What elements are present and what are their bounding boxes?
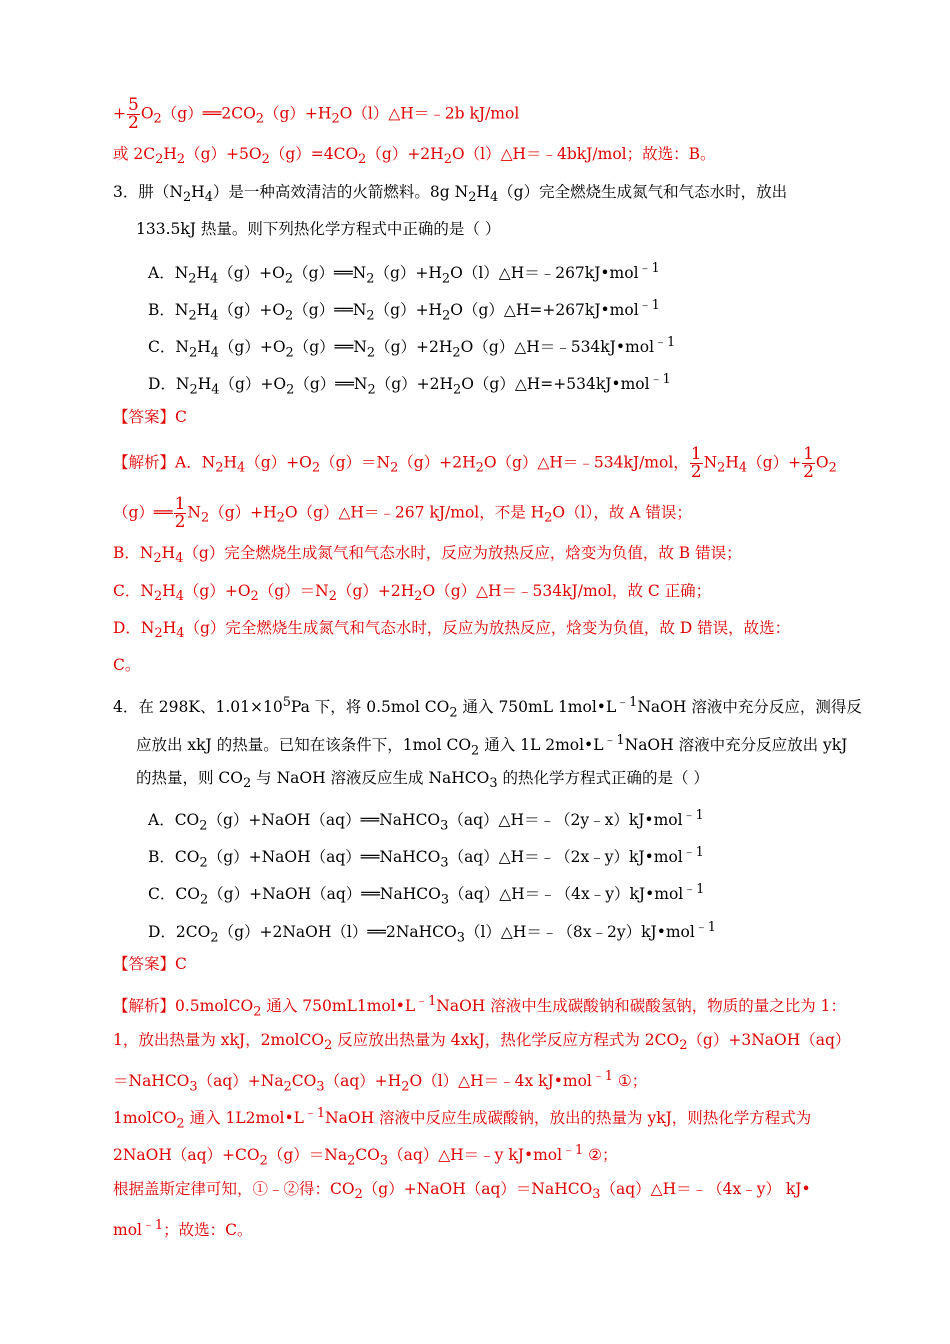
subscript: 4: [176, 626, 185, 642]
superscript: ﹣1: [562, 1143, 584, 1158]
text-run: 【解析】0.5molCO: [113, 997, 254, 1016]
text-run: O（g）△H＝﹣534kJ/mol，: [483, 453, 689, 472]
text-run: H: [197, 375, 212, 394]
text-run: O（g）△H=+267kJ•mol: [450, 301, 639, 320]
text-run: （g）+O: [218, 338, 286, 357]
subscript: 4: [489, 190, 499, 206]
superscript: ﹣1: [682, 845, 704, 860]
text-run: O（l）△H＝﹣267kJ•mol: [450, 264, 639, 283]
subscript: 2: [210, 930, 219, 946]
text-run: 根据盖斯定律可知，①﹣②得：CO: [113, 1180, 355, 1198]
solution-conclusion-line: [113, 143, 716, 171]
subscript: 4: [175, 589, 184, 605]
subscript: 2: [717, 460, 726, 476]
superscript: ﹣1: [415, 994, 437, 1009]
subscript: 2: [390, 460, 399, 476]
question-3-analysis-line-4: [113, 580, 711, 608]
text-run: 的热化学方程式正确的是（ ）: [497, 769, 709, 787]
text-run: （g）══N: [293, 264, 367, 283]
superscript: ﹣1: [303, 1106, 326, 1121]
text-run: （aq）△H＝﹣（4x﹣y） kJ•: [600, 1180, 811, 1198]
subscript: 2: [414, 589, 423, 605]
subscript: 4: [210, 271, 219, 287]
text-run: H: [163, 145, 177, 163]
subscript: 2: [468, 190, 477, 206]
subscript: 2: [188, 271, 197, 287]
text-run: （l）△H＝﹣（8x﹣2y）kJ•mol: [464, 923, 695, 942]
question-4-option-c: [148, 879, 704, 911]
text-run: O（g）△H＝﹣534kJ/mol，故 C 正确；: [422, 582, 712, 600]
fraction-denominator: 2: [128, 113, 139, 133]
text-run: （g）+H: [374, 264, 442, 283]
subscript: 2: [544, 510, 553, 526]
subscript: 2: [153, 111, 162, 127]
subscript: 2: [199, 818, 208, 834]
subscript: 3: [456, 930, 465, 946]
text-run: 反应放出热量为 4xkJ，热化学反应方程式为 2CO: [332, 1031, 680, 1049]
subscript: 2: [452, 345, 461, 361]
fraction-numerator: 1: [690, 444, 702, 464]
text-run: （aq）+Na: [197, 1072, 284, 1091]
subscript: 2: [285, 308, 294, 324]
text-run: ）是一种高效清洁的火箭燃料。8g N: [212, 183, 469, 201]
subscript: 2: [324, 1038, 333, 1054]
subscript: 4: [211, 382, 220, 398]
text-run: B．CO: [148, 848, 200, 867]
question-4-option-d: [148, 917, 716, 949]
subscript: 2: [311, 460, 321, 476]
text-run: 通入 1L2mol•L: [184, 1109, 304, 1128]
subscript: 2: [366, 308, 375, 324]
text-run: （aq）△H＝﹣（4x﹣y）kJ•mol: [449, 885, 684, 904]
subscript: 2: [182, 190, 192, 206]
superscript: 5: [282, 695, 291, 710]
text-run: 4．在 298K、1.01×10: [113, 698, 283, 717]
text-run: （g）+2H: [366, 145, 444, 163]
subscript: 3: [379, 1153, 389, 1169]
text-run: 3．肼（N: [113, 183, 183, 201]
text-run: （g）完全燃烧生成氮气和气态水时，放出: [498, 183, 788, 201]
text-run: ①；: [612, 1072, 648, 1091]
text-run: C．CO: [148, 885, 200, 904]
superscript: ﹣1: [142, 1218, 164, 1233]
question-4-analysis-line-4: [113, 1103, 811, 1135]
text-run: O: [815, 453, 829, 472]
question-4-option-b: [148, 842, 704, 874]
text-run: H: [161, 544, 176, 562]
text-run: NaOH 溶液中反应生成碳酸钠，放出的热量为 ykJ，则热化学方程式为: [325, 1109, 812, 1128]
question-3-option-a: [148, 258, 660, 290]
question-3-stem-line-2: [136, 218, 500, 240]
subscript: 3: [592, 1187, 601, 1203]
text-run: O（g）△H＝﹣534kJ•mol: [460, 338, 655, 357]
text-run: （g）══N: [293, 301, 367, 320]
subscript: 2: [452, 382, 462, 398]
subscript: 2: [153, 551, 162, 567]
subscript: 2: [255, 111, 264, 127]
subscript: 2: [154, 626, 163, 642]
text-run: （g）+2H: [375, 375, 453, 394]
subscript: 2: [284, 271, 294, 287]
subscript: 2: [176, 152, 186, 168]
text-run: 【解析】A．N: [113, 453, 216, 472]
text-run: NaOH 溶液中充分反应，测得反: [637, 698, 862, 717]
subscript: 2: [449, 705, 458, 721]
superscript: ﹣1: [638, 298, 660, 313]
subscript: 2: [354, 1187, 363, 1203]
text-run: CO: [355, 1146, 380, 1165]
question-3-analysis-line-5: [113, 617, 790, 645]
fraction: [127, 97, 140, 132]
solution-equation-line: [113, 97, 519, 132]
text-run: 的热量，则 CO: [136, 769, 243, 787]
subscript: 4: [175, 551, 184, 567]
subscript: 2: [188, 345, 198, 361]
text-run: O（l）△H＝﹣4bkJ/mol；故选：B。: [451, 145, 716, 163]
text-run: mol: [113, 1221, 142, 1240]
superscript: ﹣1: [682, 808, 704, 823]
subscript: 2: [475, 460, 484, 476]
text-run: A．CO: [148, 811, 200, 830]
subscript: 3: [316, 1079, 325, 1095]
text-run: H: [476, 183, 490, 201]
subscript: 2: [250, 589, 259, 605]
text-run: H: [191, 183, 205, 201]
text-run: B．N: [148, 301, 189, 320]
superscript: ﹣1: [616, 695, 638, 710]
text-run: （g）+NaOH（aq）══NaHCO: [208, 885, 441, 904]
text-run: C。: [113, 656, 141, 674]
subscript: 2: [442, 308, 451, 324]
text-run: H: [196, 264, 211, 283]
question-3-analysis-line-6: [113, 654, 140, 676]
subscript: 2: [199, 892, 209, 908]
superscript: ﹣1: [649, 372, 671, 387]
subscript: 2: [199, 855, 208, 871]
text-run: （g）＝N: [320, 453, 391, 472]
text-run: （g）+2H: [398, 453, 476, 472]
text-run: O: [140, 104, 154, 123]
text-run: O（g）△H＝﹣267 kJ/mol，不是 H: [284, 503, 545, 522]
text-run: 或 2C: [113, 145, 156, 163]
text-run: （g）＝N: [258, 582, 329, 600]
text-run: O（l），故 A 错误；: [552, 503, 692, 522]
text-run: （g）＝Na: [267, 1146, 348, 1165]
subscript: 2: [443, 152, 452, 168]
subscript: 4: [738, 460, 748, 476]
subscript: 3: [440, 892, 450, 908]
fraction: [690, 446, 703, 481]
fraction-denominator: 2: [690, 462, 702, 482]
text-run: O（l）△H＝﹣4x kJ•mol: [409, 1072, 592, 1091]
text-run: （g）══N: [293, 338, 367, 357]
subscript: 2: [176, 1116, 185, 1132]
superscript: ﹣1: [603, 733, 625, 748]
question-3-option-d: [148, 369, 671, 401]
subscript: 2: [189, 382, 198, 398]
text-run: （g）+5O: [185, 145, 262, 163]
subscript: 2: [471, 743, 480, 759]
question-3-answer: [113, 406, 187, 428]
subscript: 4: [210, 308, 219, 324]
text-run: NaOH 溶液中生成碳酸钠和碳酸氢钠，物质的量之比为 1：: [436, 997, 847, 1016]
text-run: （aq）△H＝﹣y kJ•mol: [388, 1146, 563, 1165]
text-run: （aq）+H: [324, 1072, 402, 1091]
text-run: 1molCO: [113, 1109, 177, 1128]
subscript: 2: [366, 345, 376, 361]
subscript: 2: [155, 152, 164, 168]
text-run: NaOH 溶液中充分反应放出 ykJ: [624, 736, 848, 755]
text-run: （g）+O: [218, 301, 286, 320]
text-run: CO: [291, 1072, 317, 1091]
superscript: ﹣1: [683, 882, 705, 897]
text-run: （aq）△H＝﹣（2x﹣y）kJ•mol: [448, 848, 683, 867]
question-3-option-c: [148, 332, 675, 364]
subscript: 2: [276, 510, 285, 526]
superscript: ﹣1: [694, 920, 716, 935]
subscript: 2: [828, 460, 837, 476]
text-run: H: [725, 453, 739, 472]
text-run: （g）=4CO: [269, 145, 359, 163]
text-run: 应放出 xkJ 的热量。已知在该条件下，1mol CO: [136, 736, 472, 755]
text-run: +: [113, 104, 126, 123]
subscript: 2: [679, 1038, 688, 1054]
text-run: C．N: [113, 582, 154, 600]
question-4-analysis-line-5: [113, 1140, 618, 1172]
subscript: 4: [237, 460, 246, 476]
superscript: ﹣1: [654, 335, 676, 350]
text-run: （g）+2H: [375, 338, 453, 357]
text-run: 通入 1L 2mol•L: [479, 736, 604, 755]
text-run: N: [703, 453, 718, 472]
text-run: 133.5kJ 热量。则下列热化学方程式中正确的是（ ）: [136, 220, 501, 238]
subscript: 3: [189, 1079, 198, 1095]
text-run: 通入 750mL 1mol•L: [457, 698, 617, 717]
text-run: （g）+3NaOH（aq）: [687, 1031, 851, 1049]
text-run: （g）+O: [183, 582, 251, 600]
question-3-analysis-line-1: [113, 446, 837, 481]
text-run: H: [197, 338, 211, 357]
text-run: （g）══: [113, 503, 173, 522]
text-run: 1，放出热量为 xkJ，2molCO: [113, 1031, 325, 1049]
question-4-analysis-line-3: [113, 1066, 647, 1098]
text-run: （g）+H: [374, 301, 443, 320]
question-4-analysis-line-6: [113, 1178, 811, 1206]
text-run: （g）+2NaOH（l）══2NaHCO: [218, 923, 457, 942]
text-run: （g）══N: [294, 375, 368, 394]
subscript: 2: [286, 382, 295, 398]
fraction: [174, 496, 187, 531]
question-4-analysis-line-2: [113, 1029, 850, 1057]
text-run: （g）+NaOH（aq）＝NaHCO: [362, 1180, 593, 1198]
text-run: （g）══2CO: [161, 104, 256, 123]
text-run: （g）+O: [219, 375, 287, 394]
text-run: Pa 下，将 0.5mol CO: [290, 698, 450, 717]
subscript: 2: [200, 510, 210, 526]
subscript: 2: [188, 308, 197, 324]
question-4-analysis-line-7: [113, 1215, 253, 1241]
text-run: （g）+NaOH（aq）══NaHCO: [207, 811, 441, 830]
question-3-stem-line-1: [113, 181, 787, 209]
subscript: 3: [489, 776, 498, 792]
superscript: ﹣1: [591, 1069, 613, 1084]
text-run: H: [162, 582, 176, 600]
subscript: 2: [401, 1079, 410, 1095]
question-3-option-b: [148, 295, 660, 327]
fraction-denominator: 2: [174, 512, 186, 532]
question-4-stem-line-1: [113, 692, 862, 724]
text-run: H: [196, 301, 211, 320]
question-4-option-a: [148, 805, 704, 837]
text-run: 与 NaOH 溶液反应生成 NaHCO: [251, 769, 490, 787]
text-run: （g）+H: [209, 503, 277, 522]
text-run: O（l）△H＝﹣2b kJ/mol: [339, 104, 520, 123]
subscript: 4: [210, 345, 219, 361]
subscript: 2: [253, 1004, 262, 1020]
question-4-answer: [113, 953, 187, 975]
text-run: D．N: [148, 375, 190, 394]
fraction: [802, 446, 815, 481]
text-run: D．2CO: [148, 923, 211, 942]
subscript: 2: [328, 589, 337, 605]
text-run: （g）+: [747, 453, 802, 472]
text-run: （g）+2H: [336, 582, 415, 600]
text-run: （aq）△H＝﹣（2y﹣x）kJ•mol: [448, 811, 683, 830]
text-run: ②；: [583, 1146, 618, 1165]
question-4-analysis-line-1: [113, 991, 846, 1023]
text-run: C．N: [148, 338, 189, 357]
text-run: 【答案】C: [113, 408, 187, 426]
fraction-numerator: 5: [128, 95, 139, 115]
question-4-stem-line-3: [136, 767, 709, 795]
subscript: 2: [347, 1153, 356, 1169]
text-run: 2NaOH（aq）+CO: [113, 1146, 260, 1165]
subscript: 2: [153, 589, 163, 605]
text-run: N: [187, 503, 201, 522]
text-run: （g）+O: [245, 453, 312, 472]
fraction-numerator: 1: [803, 444, 814, 464]
subscript: 3: [440, 818, 449, 834]
subscript: 2: [261, 152, 270, 168]
text-run: ＝NaHCO: [113, 1072, 190, 1091]
question-3-analysis-line-3: [113, 542, 742, 570]
text-run: B．N: [113, 544, 154, 562]
text-run: O（g）△H=+534kJ•mol: [461, 375, 650, 394]
question-4-stem-line-2: [136, 730, 847, 762]
text-run: （g）+O: [218, 264, 285, 283]
subscript: 3: [440, 855, 449, 871]
superscript: ﹣1: [638, 261, 660, 276]
fraction-denominator: 2: [803, 462, 814, 482]
subscript: 2: [441, 271, 451, 287]
subscript: 2: [259, 1153, 268, 1169]
text-run: H: [162, 619, 177, 637]
text-run: （g）完全燃烧生成氮气和气态水时，反应为放热反应，焓变为负值，故 B 错误；: [183, 544, 742, 562]
question-3-analysis-line-2: [113, 496, 692, 531]
subscript: 2: [215, 460, 224, 476]
text-run: H: [223, 453, 238, 472]
text-run: D．N: [113, 619, 155, 637]
subscript: 2: [243, 776, 252, 792]
subscript: 2: [285, 345, 294, 361]
fraction-numerator: 1: [174, 494, 186, 514]
subscript: 2: [358, 152, 367, 168]
subscript: 2: [367, 382, 376, 398]
text-run: （g）完全燃烧生成氮气和气态水时，反应为放热反应，焓变为负值，故 D 错误，故选：: [184, 619, 791, 637]
text-run: A．N: [148, 264, 189, 283]
text-run: 通入 750mL1mol•L: [261, 997, 416, 1016]
text-run: （g）+H: [264, 104, 332, 123]
subscript: 2: [331, 111, 340, 127]
text-run: 【答案】C: [113, 955, 187, 973]
text-run: ；故选：C。: [163, 1221, 253, 1240]
subscript: 2: [283, 1079, 292, 1095]
subscript: 4: [204, 190, 213, 206]
text-run: （g）+NaOH（aq）══NaHCO: [207, 848, 441, 867]
subscript: 2: [366, 271, 375, 287]
